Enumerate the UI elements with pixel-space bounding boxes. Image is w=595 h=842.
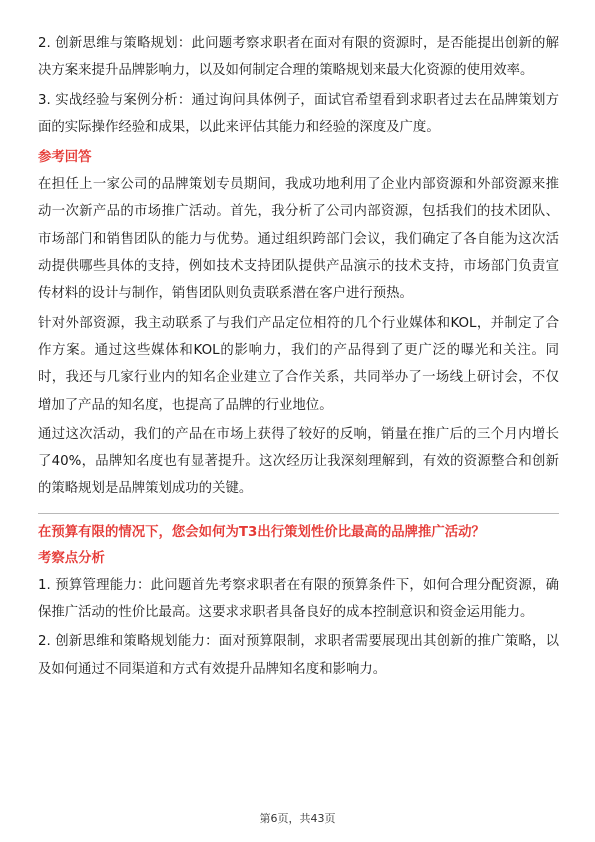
answer-paragraph-result: 通过这次活动，我们的产品在市场上获得了较好的反响，销量在推广后的三个月内增长了40%，品牌知名度也有显著提升。这次经历让我深刻理解到，有效的资源整合和创新的策略规划是品牌策划成功的关键。 xyxy=(38,426,559,497)
page-content xyxy=(38,30,559,683)
reference-answer-heading: 参考回答 xyxy=(38,150,92,166)
analysis-point-innovation: 2. 创新思维和策略规划能力：面对预算限制，求职者需要展现出其创新的推广策略，以及如何通过不同渠道和方式有效提升品牌知名度和影响力。 xyxy=(38,634,559,677)
section-divider xyxy=(38,513,559,514)
point-practical-experience: 3. 实战经验与案例分析：通过询问具体例子，面试官希望看到求职者过去在品牌策划方面的实际操作经验和成果，以此来评估其能力和经验的深度及广度。 xyxy=(38,92,559,135)
answer-paragraph-external: 针对外部资源，我主动联系了与我们产品定位相符的几个行业媒体和KOL，并制定了合作方案。通过这些媒体和KOL的影响力，我们的产品得到了更广泛的曝光和关注。同时，我还与几家行业内的知名企业建立了合作关系，共同举办了一场线上研讨会，不仅增加了产品的知名度，也提高了品牌的行业地位。 xyxy=(38,315,559,413)
point-innovation-strategy: 2. 创新思维与策略规划：此问题考察求职者在面对有限的资源时，是否能提出创新的解决方案来提升品牌影响力，以及如何制定合理的策略规划来最大化资源的使用效率。 xyxy=(38,36,559,79)
page-number-footer: 第6页，共43页 xyxy=(259,812,336,825)
answer-paragraph-internal: 在担任上一家公司的品牌策划专员期间，我成功地利用了企业内部资源和外部资源来推动一次新产品的市场推广活动。首先，我分析了公司内部资源，包括我们的技术团队、市场部门和销售团队的能力与优势。通过组织跨部门会议，我们确定了各自能为这次活动提供哪些具体的支持，例如技术支持团队提供产品演示的技术支持，市场部门负责宣传材料的设计与制作，销售团队则负责联系潜在客户进行预热。 xyxy=(38,177,559,302)
analysis-heading: 考察点分析 xyxy=(38,550,105,566)
question-title: 在预算有限的情况下，您会如何为T3出行策划性价比最高的品牌推广活动？ xyxy=(38,524,485,540)
analysis-point-budget: 1. 预算管理能力：此问题首先考察求职者在有限的预算条件下，如何合理分配资源，确保推广活动的性价比最高。这要求求职者具备良好的成本控制意识和资金运用能力。 xyxy=(38,577,559,621)
